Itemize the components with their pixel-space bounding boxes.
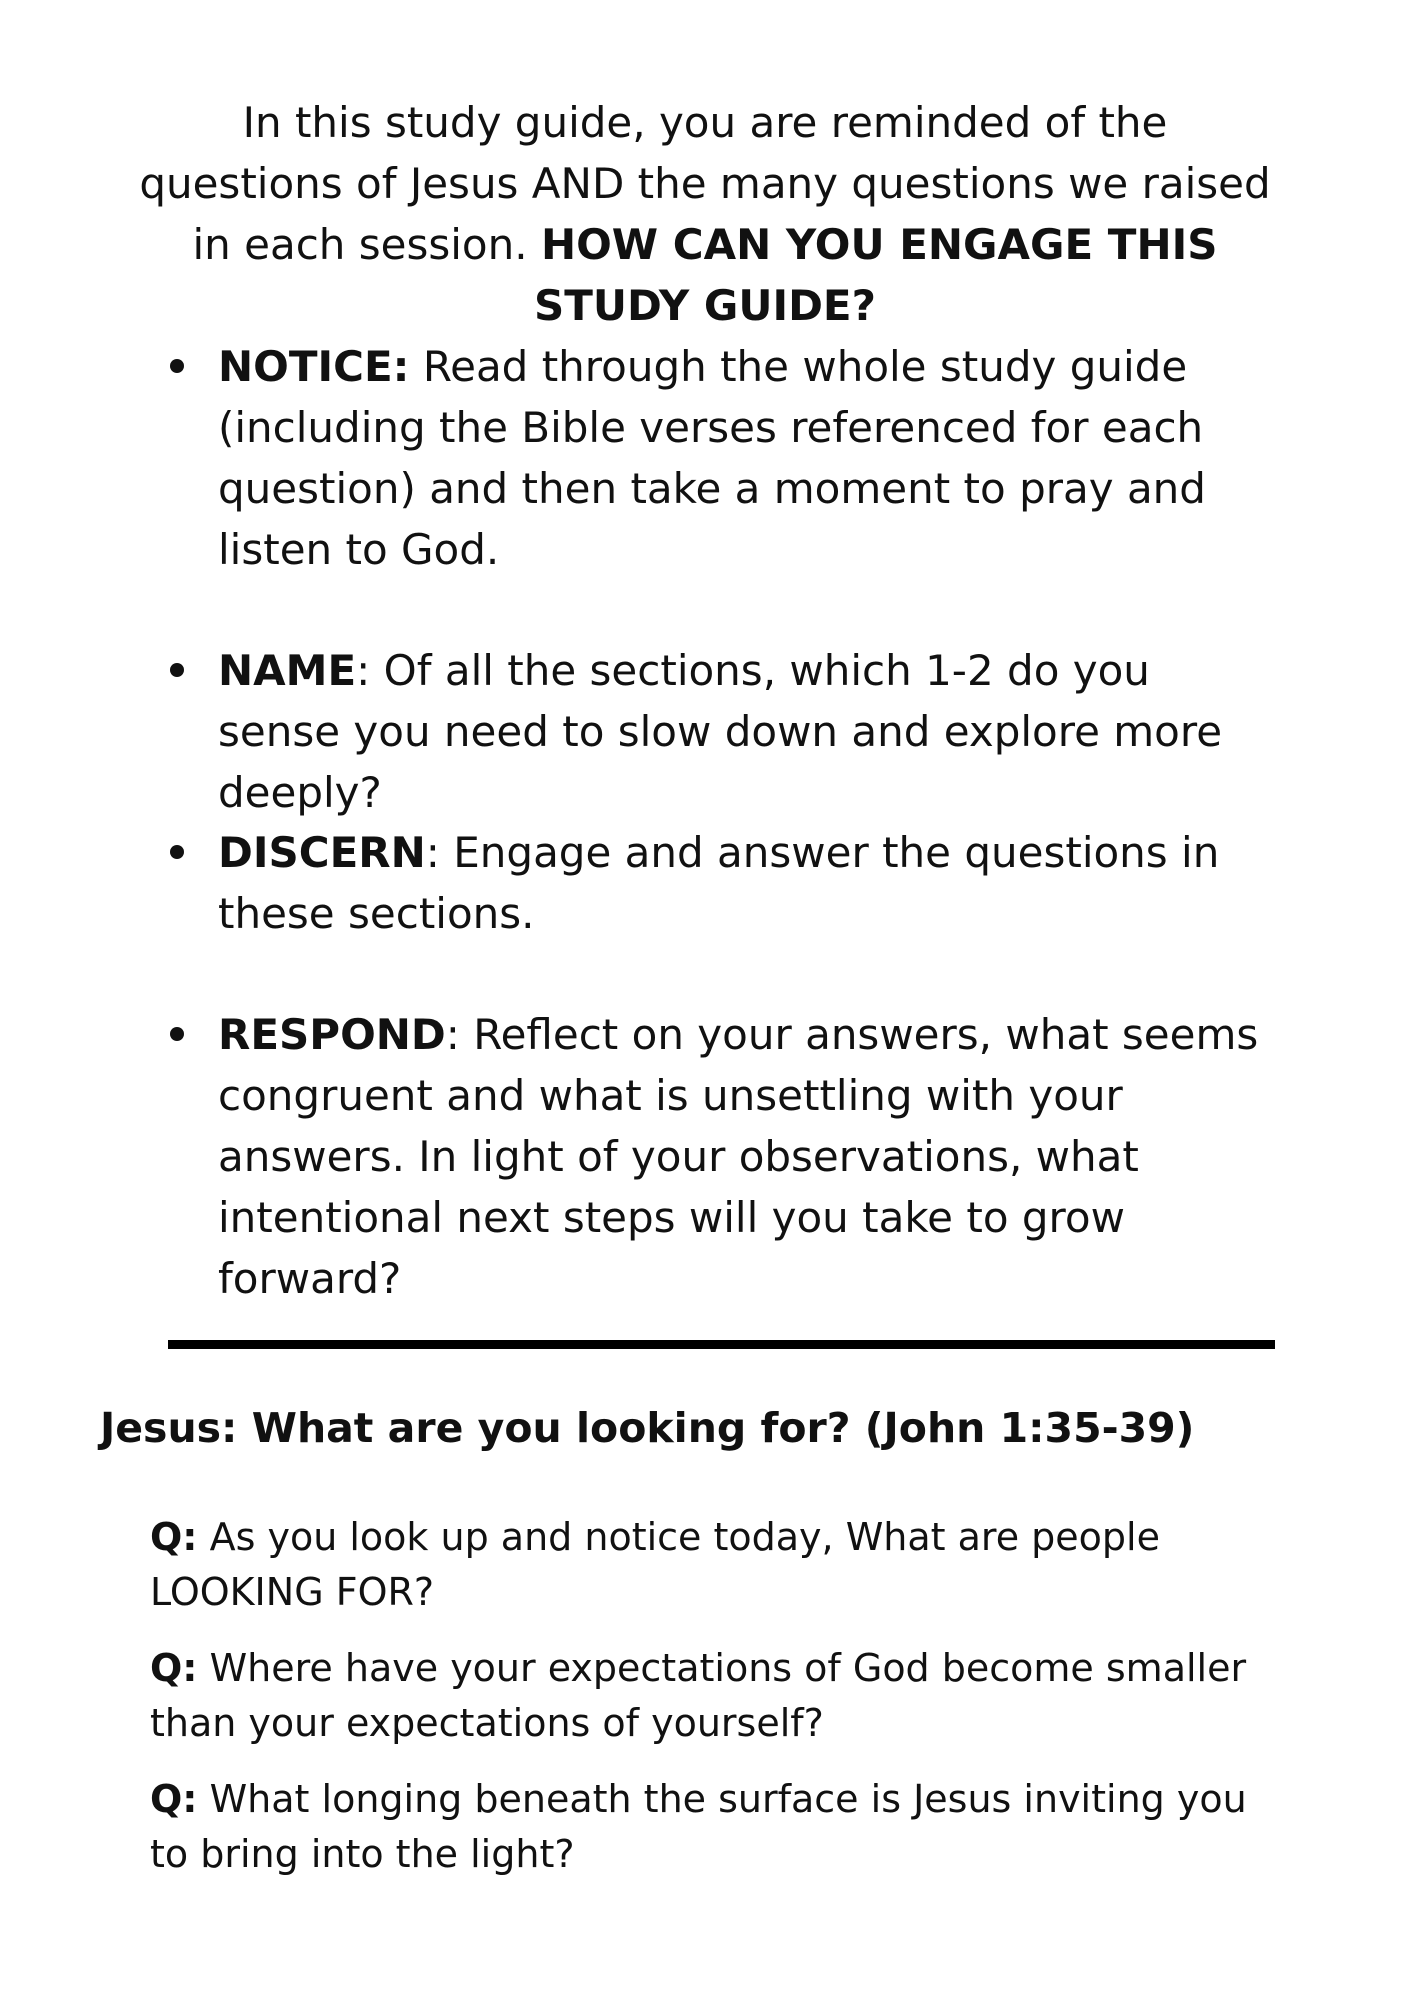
question-item (150, 1641, 1280, 1751)
intro-emphasis: HOW CAN YOU ENGAGE THIS STUDY GUIDE? (534, 220, 1218, 330)
step-term: NAME (218, 646, 357, 695)
step-discern-text (218, 822, 1270, 944)
question-text: What longing beneath the surface is Jesus inviting you to bring into the light? (150, 1777, 1247, 1876)
intro-paragraph (135, 92, 1275, 336)
question-item (150, 1510, 1280, 1620)
question-text: As you look up and notice today, What are people LOOKING FOR? (150, 1515, 1160, 1614)
step-term: NOTICE: (218, 342, 410, 391)
question-prefix: Q: (150, 1515, 198, 1559)
step-respond-text (218, 1004, 1270, 1309)
step-name-text (218, 640, 1270, 823)
bullet-icon (170, 1027, 184, 1041)
question-prefix: Q: (150, 1646, 198, 1690)
step-name (160, 640, 1270, 823)
step-description: : Reflect on your answers, what seems congruent and what is unsettling with your answers. In light of your observations, what intentional next steps will you take to grow forward? (218, 1010, 1259, 1303)
step-term: DISCERN (218, 828, 426, 877)
step-discern (160, 822, 1270, 944)
question-item (150, 1772, 1280, 1882)
bullet-icon (170, 845, 184, 859)
bullet-icon (170, 359, 184, 373)
section-heading: Jesus: What are you looking for? (John 1:35-39) (100, 1404, 1195, 1452)
step-description: : Of all the sections, which 1-2 do you sense you need to slow down and explore more deeply? (218, 646, 1223, 817)
step-description: Read through the whole study guide (including the Bible verses referenced for each question) and then take a moment to pray and listen to God. (218, 342, 1206, 574)
step-description: : Engage and answer the questions in these sections. (218, 828, 1220, 938)
section-divider (168, 1340, 1275, 1349)
question-text: Where have your expectations of God become smaller than your expectations of yourself? (150, 1646, 1247, 1745)
bullet-icon (170, 663, 184, 677)
step-notice (160, 336, 1270, 580)
step-term: RESPOND (218, 1010, 446, 1059)
step-respond (160, 1004, 1270, 1309)
question-prefix: Q: (150, 1777, 198, 1821)
intro-text: In this study guide, you are reminded of the questions of Jesus AND the many questions we raised in each session. (139, 98, 1271, 269)
step-notice-text (218, 336, 1270, 580)
